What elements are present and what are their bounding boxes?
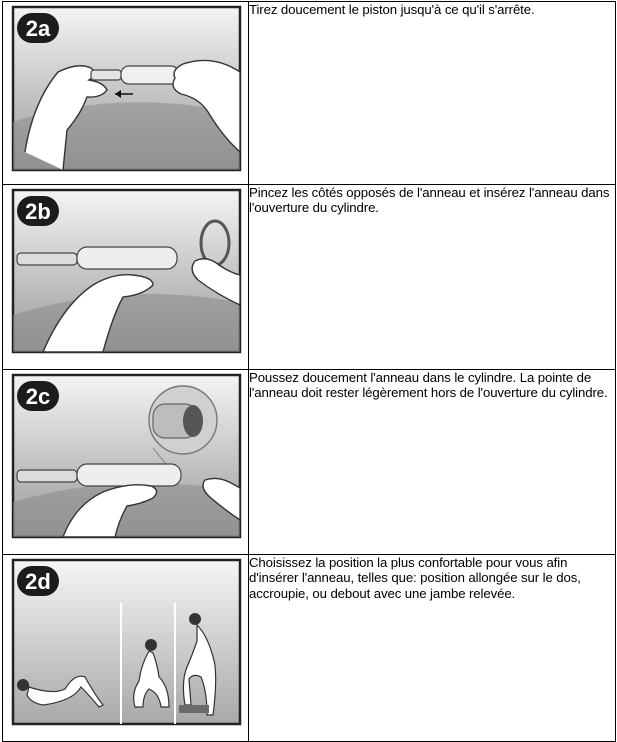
step-illustration-cell [3,185,249,370]
ring-push-illustration [3,370,248,554]
ring-insertion-illustration [3,185,248,369]
insertion-positions-illustration [3,555,248,741]
step-badge: 2c [25,384,51,409]
step-illustration-cell [3,370,249,555]
step-text: Poussez doucement l'anneau dans le cylindre. La pointe de l'anneau doit rester légèrement hors de l'ouverture du cylindre. [249,370,616,555]
step-badge: 2d [25,569,51,594]
step-row-2c [3,370,616,555]
step-row-2a [3,2,616,185]
step-badge: 2b [25,199,51,224]
step-text: Pincez les côtés opposés de l'anneau et insérez l'anneau dans l'ouverture du cylindre. [249,185,616,370]
step-row-2b [3,185,616,370]
step-illustration-cell [3,555,249,742]
step-row-2d [3,555,616,742]
instruction-table [2,1,616,742]
step-badge: 2a [25,16,51,41]
step-illustration-cell [3,2,249,185]
step-text: Tirez doucement le piston jusqu'à ce qu'il s'arrête. [249,2,616,185]
step-text: Choisissez la position la plus confortable pour vous afin d'insérer l'anneau, telles que: position allongée sur le dos, accroupie, ou debout avec une jambe relevée. [249,555,616,742]
plunger-pull-illustration [3,2,248,184]
